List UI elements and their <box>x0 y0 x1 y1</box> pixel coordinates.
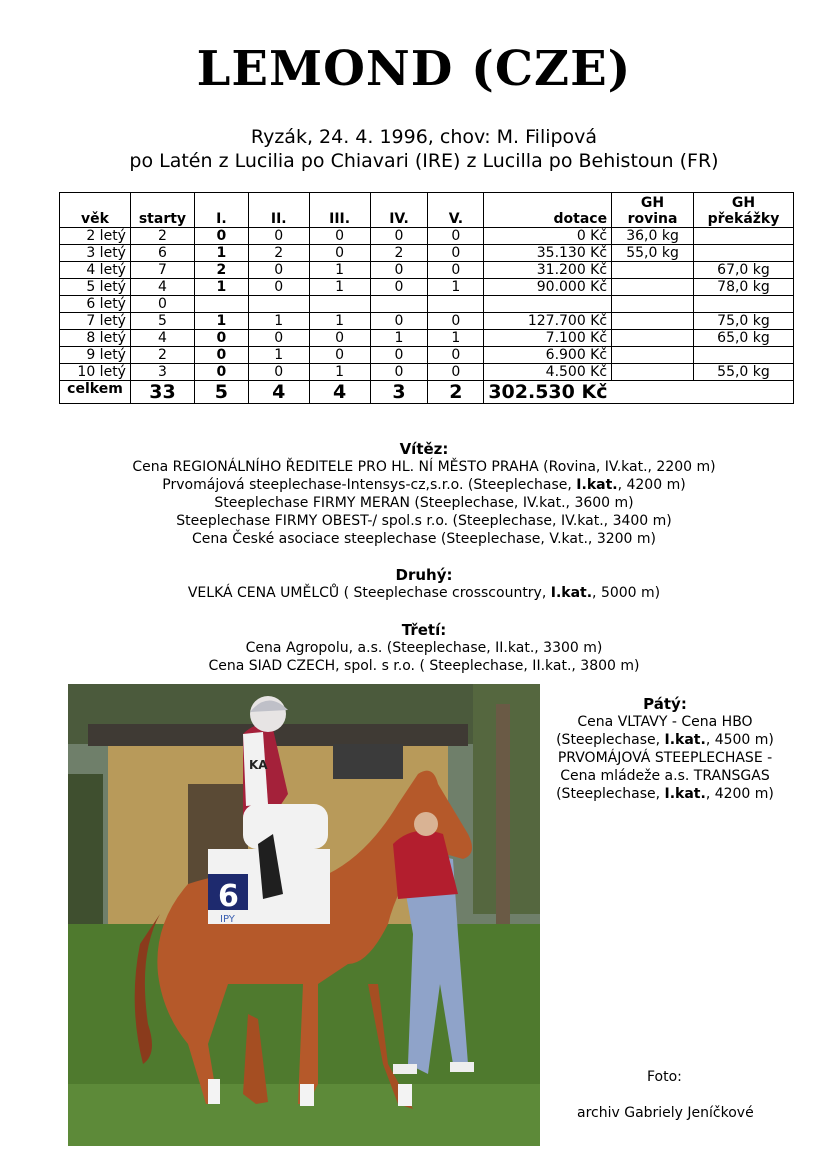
second-race-1-distance: , 5000 m) <box>592 585 661 601</box>
cell-p5: 0 <box>428 245 484 262</box>
winner-race-2 <box>0 476 828 494</box>
cell-prize: 7.100 Kč <box>484 330 612 347</box>
cell-starts: 2 <box>130 347 194 364</box>
horse-photo-illustration <box>68 684 540 1146</box>
cell-p4: 2 <box>370 245 428 262</box>
table-header-row <box>60 193 794 228</box>
cell-p3: 0 <box>309 330 370 347</box>
cell-p1: 2 <box>194 262 248 279</box>
cell-p2: 1 <box>248 347 309 364</box>
third-section <box>0 621 828 675</box>
photo-credit-label: Foto: <box>647 1069 682 1085</box>
col-third: III. <box>309 193 370 228</box>
winner-heading: Vítěz: <box>399 440 449 458</box>
fifth-section <box>554 695 776 803</box>
cell-p2 <box>248 296 309 313</box>
cell-p4: 0 <box>370 279 428 296</box>
fifth-race-2-details <box>554 785 776 803</box>
second-race-1 <box>0 584 828 602</box>
cell-p3: 0 <box>309 245 370 262</box>
col-gh-jump-line2: překážky <box>707 211 780 227</box>
cell-p4: 0 <box>370 347 428 364</box>
cell-gh-flat <box>612 262 694 279</box>
col-fifth: V. <box>428 193 484 228</box>
cell-p2: 0 <box>248 262 309 279</box>
cell-prize: 0 Kč <box>484 228 612 245</box>
total-first: 5 <box>194 381 248 404</box>
cell-p2: 0 <box>248 228 309 245</box>
table-row <box>60 313 794 330</box>
cell-p2: 0 <box>248 330 309 347</box>
cell-starts: 3 <box>130 364 194 381</box>
cell-gh-jump: 78,0 kg <box>693 279 793 296</box>
cell-prize: 35.130 Kč <box>484 245 612 262</box>
col-starts: starty <box>130 193 194 228</box>
fifth-race-1-details <box>554 731 776 749</box>
cell-p4: 1 <box>370 330 428 347</box>
fifth-race-2-details-text: (Steeplechase, <box>556 786 665 802</box>
fifth-race-2-sponsor: Cena mládeže a.s. TRANSGAS <box>560 768 770 784</box>
cell-p3: 1 <box>309 262 370 279</box>
cell-starts: 5 <box>130 313 194 330</box>
cell-starts: 6 <box>130 245 194 262</box>
cell-gh-flat <box>612 313 694 330</box>
fifth-heading: Pátý: <box>643 695 687 713</box>
cell-gh-jump <box>693 296 793 313</box>
cell-prize: 127.700 Kč <box>484 313 612 330</box>
photo-credit-source: archiv Gabriely Jeníčkové <box>577 1105 754 1121</box>
cell-gh-flat <box>612 279 694 296</box>
cell-prize <box>484 296 612 313</box>
cell-p1: 1 <box>194 313 248 330</box>
cell-gh-jump: 75,0 kg <box>693 313 793 330</box>
fifth-race-2-category: I.kat. <box>664 786 706 802</box>
cell-starts: 7 <box>130 262 194 279</box>
jockey-shirt-text: KA <box>249 758 268 772</box>
cell-age: 2 letý <box>60 228 131 245</box>
cell-p1: 0 <box>194 228 248 245</box>
table-row <box>60 296 794 313</box>
saddlecloth-text: IPY <box>220 914 235 925</box>
cell-p4 <box>370 296 428 313</box>
winner-race-5: Cena České asociace steeplechase (Steeplechase, V.kat., 3200 m) <box>191 531 656 547</box>
table-row <box>60 245 794 262</box>
cell-age: 9 letý <box>60 347 131 364</box>
col-gh-jump <box>693 193 793 228</box>
saddlecloth-number: 6 <box>218 879 239 914</box>
cell-p3: 1 <box>309 313 370 330</box>
total-fourth: 3 <box>370 381 428 404</box>
cell-p5: 0 <box>428 313 484 330</box>
second-race-1-category: I.kat. <box>550 585 593 601</box>
cell-gh-jump <box>693 228 793 245</box>
second-race-1-text: VELKÁ CENA UMĚLCŮ ( Steeplechase crosscountry, <box>187 585 551 601</box>
cell-p2: 0 <box>248 279 309 296</box>
cell-prize: 6.900 Kč <box>484 347 612 364</box>
cell-p3 <box>309 296 370 313</box>
cell-p1: 1 <box>194 245 248 262</box>
cell-prize: 31.200 Kč <box>484 262 612 279</box>
horse-description: Ryzák, 24. 4. 1996, chov: M. Filipová <box>250 126 598 148</box>
col-prize: dotace <box>484 193 612 228</box>
racing-stats-table <box>59 192 794 404</box>
cell-prize: 4.500 Kč <box>484 364 612 381</box>
table-row <box>60 228 794 245</box>
third-race-1: Cena Agropolu, a.s. (Steeplechase, II.kat., 3300 m) <box>245 640 603 656</box>
cell-prize: 90.000 Kč <box>484 279 612 296</box>
cell-p3: 1 <box>309 279 370 296</box>
table-row <box>60 330 794 347</box>
cell-gh-flat <box>612 296 694 313</box>
col-gh-flat-line1: GH <box>640 195 665 211</box>
winner-race-2-category: I.kat. <box>576 477 618 493</box>
table-row <box>60 279 794 296</box>
cell-p4: 0 <box>370 262 428 279</box>
table-total-row <box>60 381 794 404</box>
table-row <box>60 347 794 364</box>
cell-gh-flat <box>612 330 694 347</box>
cell-gh-flat <box>612 347 694 364</box>
cell-p5: 0 <box>428 228 484 245</box>
col-gh-flat-line2: rovina <box>627 211 678 227</box>
table-body <box>60 228 794 381</box>
winner-race-2-text: Prvomájová steeplechase-Intensys-cz,s.r.o. (Steeplechase, <box>162 477 577 493</box>
fifth-race-1-distance: , 4500 m) <box>705 732 774 748</box>
cell-p5: 1 <box>428 330 484 347</box>
cell-gh-jump <box>693 245 793 262</box>
cell-gh-flat <box>612 364 694 381</box>
cell-p3: 0 <box>309 347 370 364</box>
cell-gh-jump <box>693 347 793 364</box>
third-race-2: Cena SIAD CZECH, spol. s r.o. ( Steeplechase, II.kat., 3800 m) <box>208 658 640 674</box>
cell-p5: 0 <box>428 262 484 279</box>
cell-p5: 1 <box>428 279 484 296</box>
horse-photo <box>68 684 540 1146</box>
cell-age: 7 letý <box>60 313 131 330</box>
cell-p3: 1 <box>309 364 370 381</box>
cell-p4: 0 <box>370 228 428 245</box>
winner-race-1: Cena REGIONÁLNÍHO ŘEDITELE PRO HL. NÍ MĚSTO PRAHA (Rovina, IV.kat., 2200 m) <box>132 459 716 475</box>
cell-p5: 0 <box>428 347 484 364</box>
total-label: celkem <box>60 381 131 404</box>
cell-starts: 4 <box>130 279 194 296</box>
fifth-race-2: PRVOMÁJOVÁ STEEPLECHASE - <box>557 750 773 766</box>
col-gh-jump-line1: GH <box>731 195 756 211</box>
cell-p4: 0 <box>370 364 428 381</box>
table-row <box>60 364 794 381</box>
winner-section <box>0 440 828 548</box>
col-gh-flat <box>612 193 694 228</box>
col-fourth: IV. <box>370 193 428 228</box>
table-row <box>60 262 794 279</box>
cell-gh-jump: 65,0 kg <box>693 330 793 347</box>
cell-p1: 0 <box>194 347 248 364</box>
cell-age: 3 letý <box>60 245 131 262</box>
cell-starts: 4 <box>130 330 194 347</box>
fifth-race-1-category: I.kat. <box>664 732 706 748</box>
fifth-race-1-details-text: (Steeplechase, <box>556 732 665 748</box>
total-starts: 33 <box>130 381 194 404</box>
cell-age: 6 letý <box>60 296 131 313</box>
cell-p1: 0 <box>194 364 248 381</box>
fifth-race-1: Cena VLTAVY - Cena HBO <box>577 714 753 730</box>
total-third: 4 <box>309 381 370 404</box>
cell-p4: 0 <box>370 313 428 330</box>
cell-age: 5 letý <box>60 279 131 296</box>
total-second: 4 <box>248 381 309 404</box>
cell-gh-flat: 36,0 kg <box>612 228 694 245</box>
cell-p2: 0 <box>248 364 309 381</box>
col-first: I. <box>194 193 248 228</box>
horse-pedigree: po Latén z Lucilia po Chiavari (IRE) z Lucilla po Behistoun (FR) <box>129 150 719 172</box>
cell-p1: 1 <box>194 279 248 296</box>
cell-p5 <box>428 296 484 313</box>
cell-p1: 0 <box>194 330 248 347</box>
cell-p2: 2 <box>248 245 309 262</box>
cell-p2: 1 <box>248 313 309 330</box>
cell-gh-jump: 67,0 kg <box>693 262 793 279</box>
third-heading: Třetí: <box>401 621 447 639</box>
cell-starts: 2 <box>130 228 194 245</box>
cell-age: 4 letý <box>60 262 131 279</box>
cell-gh-jump: 55,0 kg <box>693 364 793 381</box>
second-heading: Druhý: <box>395 566 453 584</box>
cell-starts: 0 <box>130 296 194 313</box>
col-second: II. <box>248 193 309 228</box>
total-prize: 302.530 Kč <box>484 381 794 404</box>
cell-gh-flat: 55,0 kg <box>612 245 694 262</box>
cell-age: 8 letý <box>60 330 131 347</box>
cell-age: 10 letý <box>60 364 131 381</box>
cell-p3: 0 <box>309 228 370 245</box>
cell-p5: 0 <box>428 364 484 381</box>
page-title: LEMOND (CZE) <box>196 41 632 97</box>
col-age: věk <box>60 193 131 228</box>
winner-race-4: Steeplechase FIRMY OBEST-/ spol.s r.o. (Steeplechase, IV.kat., 3400 m) <box>176 513 672 529</box>
winner-race-2-distance: , 4200 m) <box>617 477 686 493</box>
cell-p1 <box>194 296 248 313</box>
winner-race-3: Steeplechase FIRMY MERAN (Steeplechase, IV.kat., 3600 m) <box>214 495 634 511</box>
second-section <box>0 566 828 602</box>
total-fifth: 2 <box>428 381 484 404</box>
fifth-race-2-distance: , 4200 m) <box>705 786 774 802</box>
